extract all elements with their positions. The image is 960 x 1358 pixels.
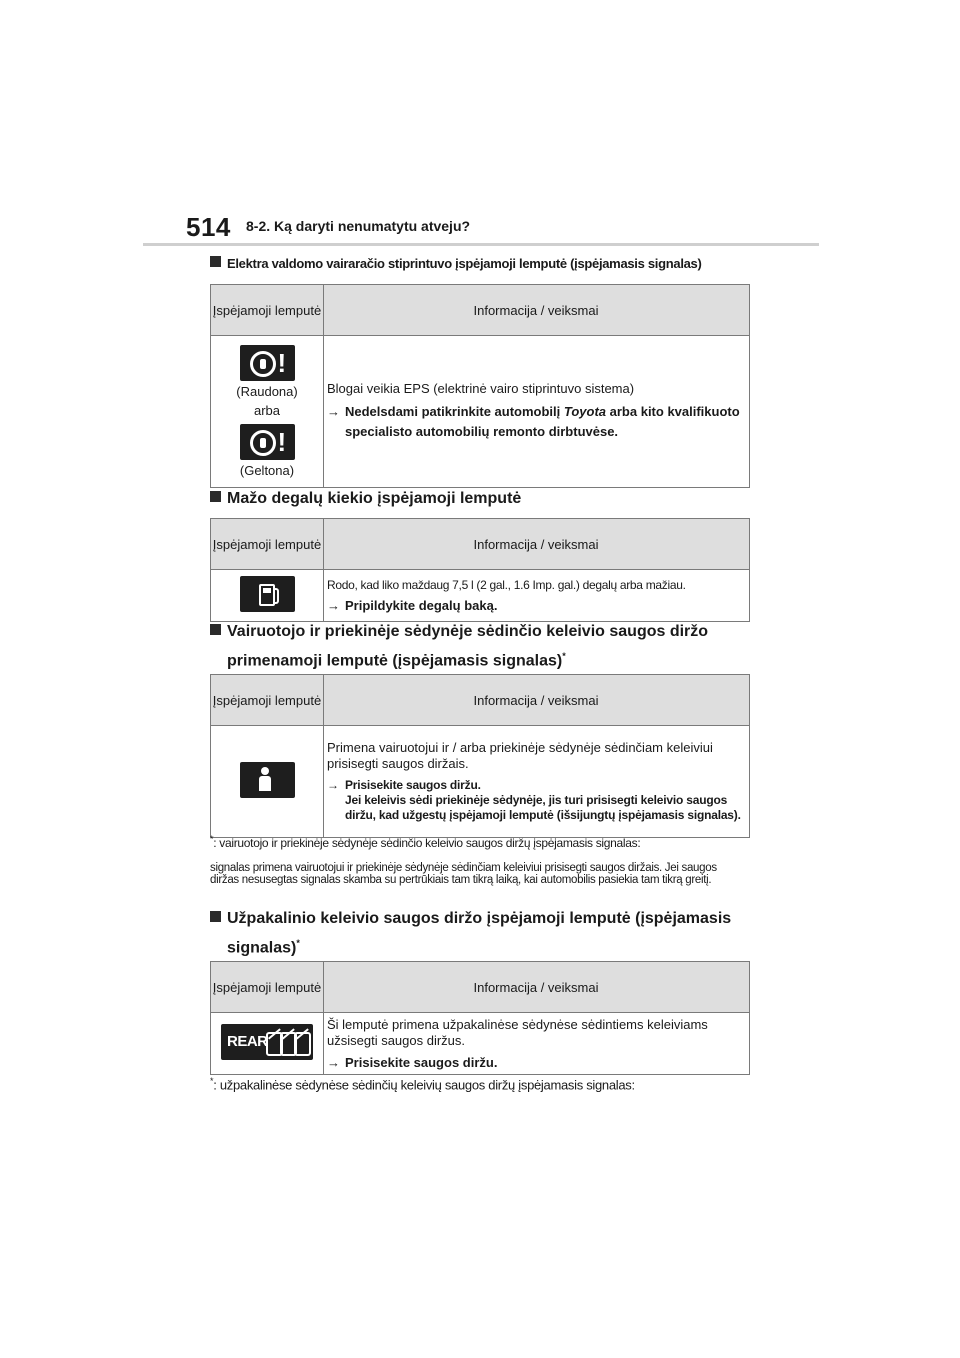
section-title-rear: Užpakalinio keleivio saugos diržo įspėjamoji lemputė (įspėjamasis signalas)* <box>210 906 750 960</box>
header-cell-info: Informacija / veiksmai <box>324 962 750 1013</box>
section-title-eps: Elektra valdomo vairaračio stiprintuvo įspėjamoji lemputė (įspėjamasis signalas) <box>210 256 702 271</box>
power-steering-warning-icon: ! <box>240 424 295 460</box>
eps-table <box>210 284 750 488</box>
lamp-cell <box>211 336 324 488</box>
power-steering-warning-icon: ! <box>240 345 295 381</box>
header-cell-lamp: Įspėjamoji lemputė <box>211 962 324 1013</box>
action-text: → Nedelsdami patikrinkite automobilį Toyota arba kito kvalifikuoto specialisto automobilių remonto dirbtuvėse. <box>327 404 740 439</box>
arrow-icon: → <box>327 778 339 792</box>
arrow-icon: → <box>327 404 340 419</box>
rear-label: REAR <box>227 1033 268 1050</box>
icon-caption-yellow: (Geltona) <box>239 463 295 478</box>
page-number: 514 <box>186 212 231 242</box>
table-row <box>211 1013 750 1075</box>
icon-caption-red: (Raudona) <box>236 384 298 399</box>
brand-name: Toyota <box>563 404 607 419</box>
arrow-icon: → <box>327 1055 340 1070</box>
table-row <box>211 336 750 488</box>
action-text: → Prisisekite saugos diržu. <box>327 1055 498 1070</box>
square-bullet-icon <box>210 491 221 502</box>
low-fuel-icon <box>240 576 295 612</box>
info-text: Rodo, kad liko maždaug 7,5 l (2 gal., 1.6 Imp. gal.) degalų arba mažiau. <box>327 578 686 592</box>
chapter-title: 8-2. Ką daryti nenumatytu atveju? <box>246 218 471 234</box>
fuel-table <box>210 518 750 622</box>
info-text: Primena vairuotojui ir / arba priekinėje sėdynėje sėdinčiam keleiviui prisisegti saugos diržais. <box>327 740 713 771</box>
table-row <box>211 570 750 622</box>
belt-table <box>210 674 750 838</box>
rear-table <box>210 961 750 1075</box>
footnote-belt: *: vairuotojo ir priekinėje sėdynėje sėdinčio keleivio saugos diržų įspėjamasis signalas: <box>210 834 641 850</box>
action-text: → Prisisekite saugos diržu. Jei keleivis sėdi priekinėje sėdynėje, jis turi prisisegti keleivio saugos diržu, kad užgestų įspėjamoji lemputė (išsijungtų įspėjamasis signalas). <box>327 778 741 822</box>
icon-caption-or: arba <box>253 403 281 418</box>
action-text: → Pripildykite degalų baką. <box>327 598 498 613</box>
square-bullet-icon <box>210 911 221 922</box>
header-cell-lamp: Įspėjamoji lemputė <box>211 285 324 336</box>
info-cell <box>324 570 750 622</box>
table-row <box>211 726 750 838</box>
info-cell <box>324 726 750 838</box>
square-bullet-icon <box>210 256 221 267</box>
header-cell-lamp: Įspėjamoji lemputė <box>211 519 324 570</box>
lamp-cell <box>211 570 324 622</box>
section-title-fuel: Mažo degalų kiekio įspėjamoji lemputė <box>210 486 750 511</box>
header-cell-info: Informacija / veiksmai <box>324 285 750 336</box>
info-cell <box>324 336 750 488</box>
header-cell-info: Informacija / veiksmai <box>324 675 750 726</box>
header-cell-lamp: Įspėjamoji lemputė <box>211 675 324 726</box>
header-divider <box>143 243 819 246</box>
note-belt: signalas primena vairuotojui ir priekinėje sėdynėje sėdinčiam keleiviui prisisegti saugos diržais. Jei saugos diržas nesusegtas signalas skamba su pertrūkiais tam tikrą laiką, kai automobilis pasiekia tam tikrą greitį. <box>210 862 717 886</box>
square-bullet-icon <box>210 624 221 635</box>
table-header-row <box>211 962 750 1013</box>
info-cell <box>324 1013 750 1075</box>
lamp-cell <box>211 1013 324 1075</box>
table-header-row <box>211 519 750 570</box>
seatbelt-reminder-icon <box>240 762 295 798</box>
header-cell-info: Informacija / veiksmai <box>324 519 750 570</box>
table-header-row <box>211 675 750 726</box>
lamp-cell <box>211 726 324 838</box>
arrow-icon: → <box>327 598 340 613</box>
section-title-belt: Vairuotojo ir priekinėje sėdynėje sėdinčio keleivio saugos diržo primenamoji lemputė (įspėjamasis signalas)* <box>210 619 750 673</box>
rear-seatbelt-icon <box>221 1024 313 1060</box>
info-text: Blogai veikia EPS (elektrinė vairo stiprintuvo sistema) <box>327 381 635 396</box>
table-header-row <box>211 285 750 336</box>
footnote-rear: *: užpakalinėse sėdynėse sėdinčių keleivių saugos diržų įspėjamasis signalas: <box>210 1076 635 1093</box>
info-text: Ši lemputė primena užpakalinėse sėdynėse sėdintiems keleiviams užsisegti saugos diržus. <box>327 1017 708 1048</box>
